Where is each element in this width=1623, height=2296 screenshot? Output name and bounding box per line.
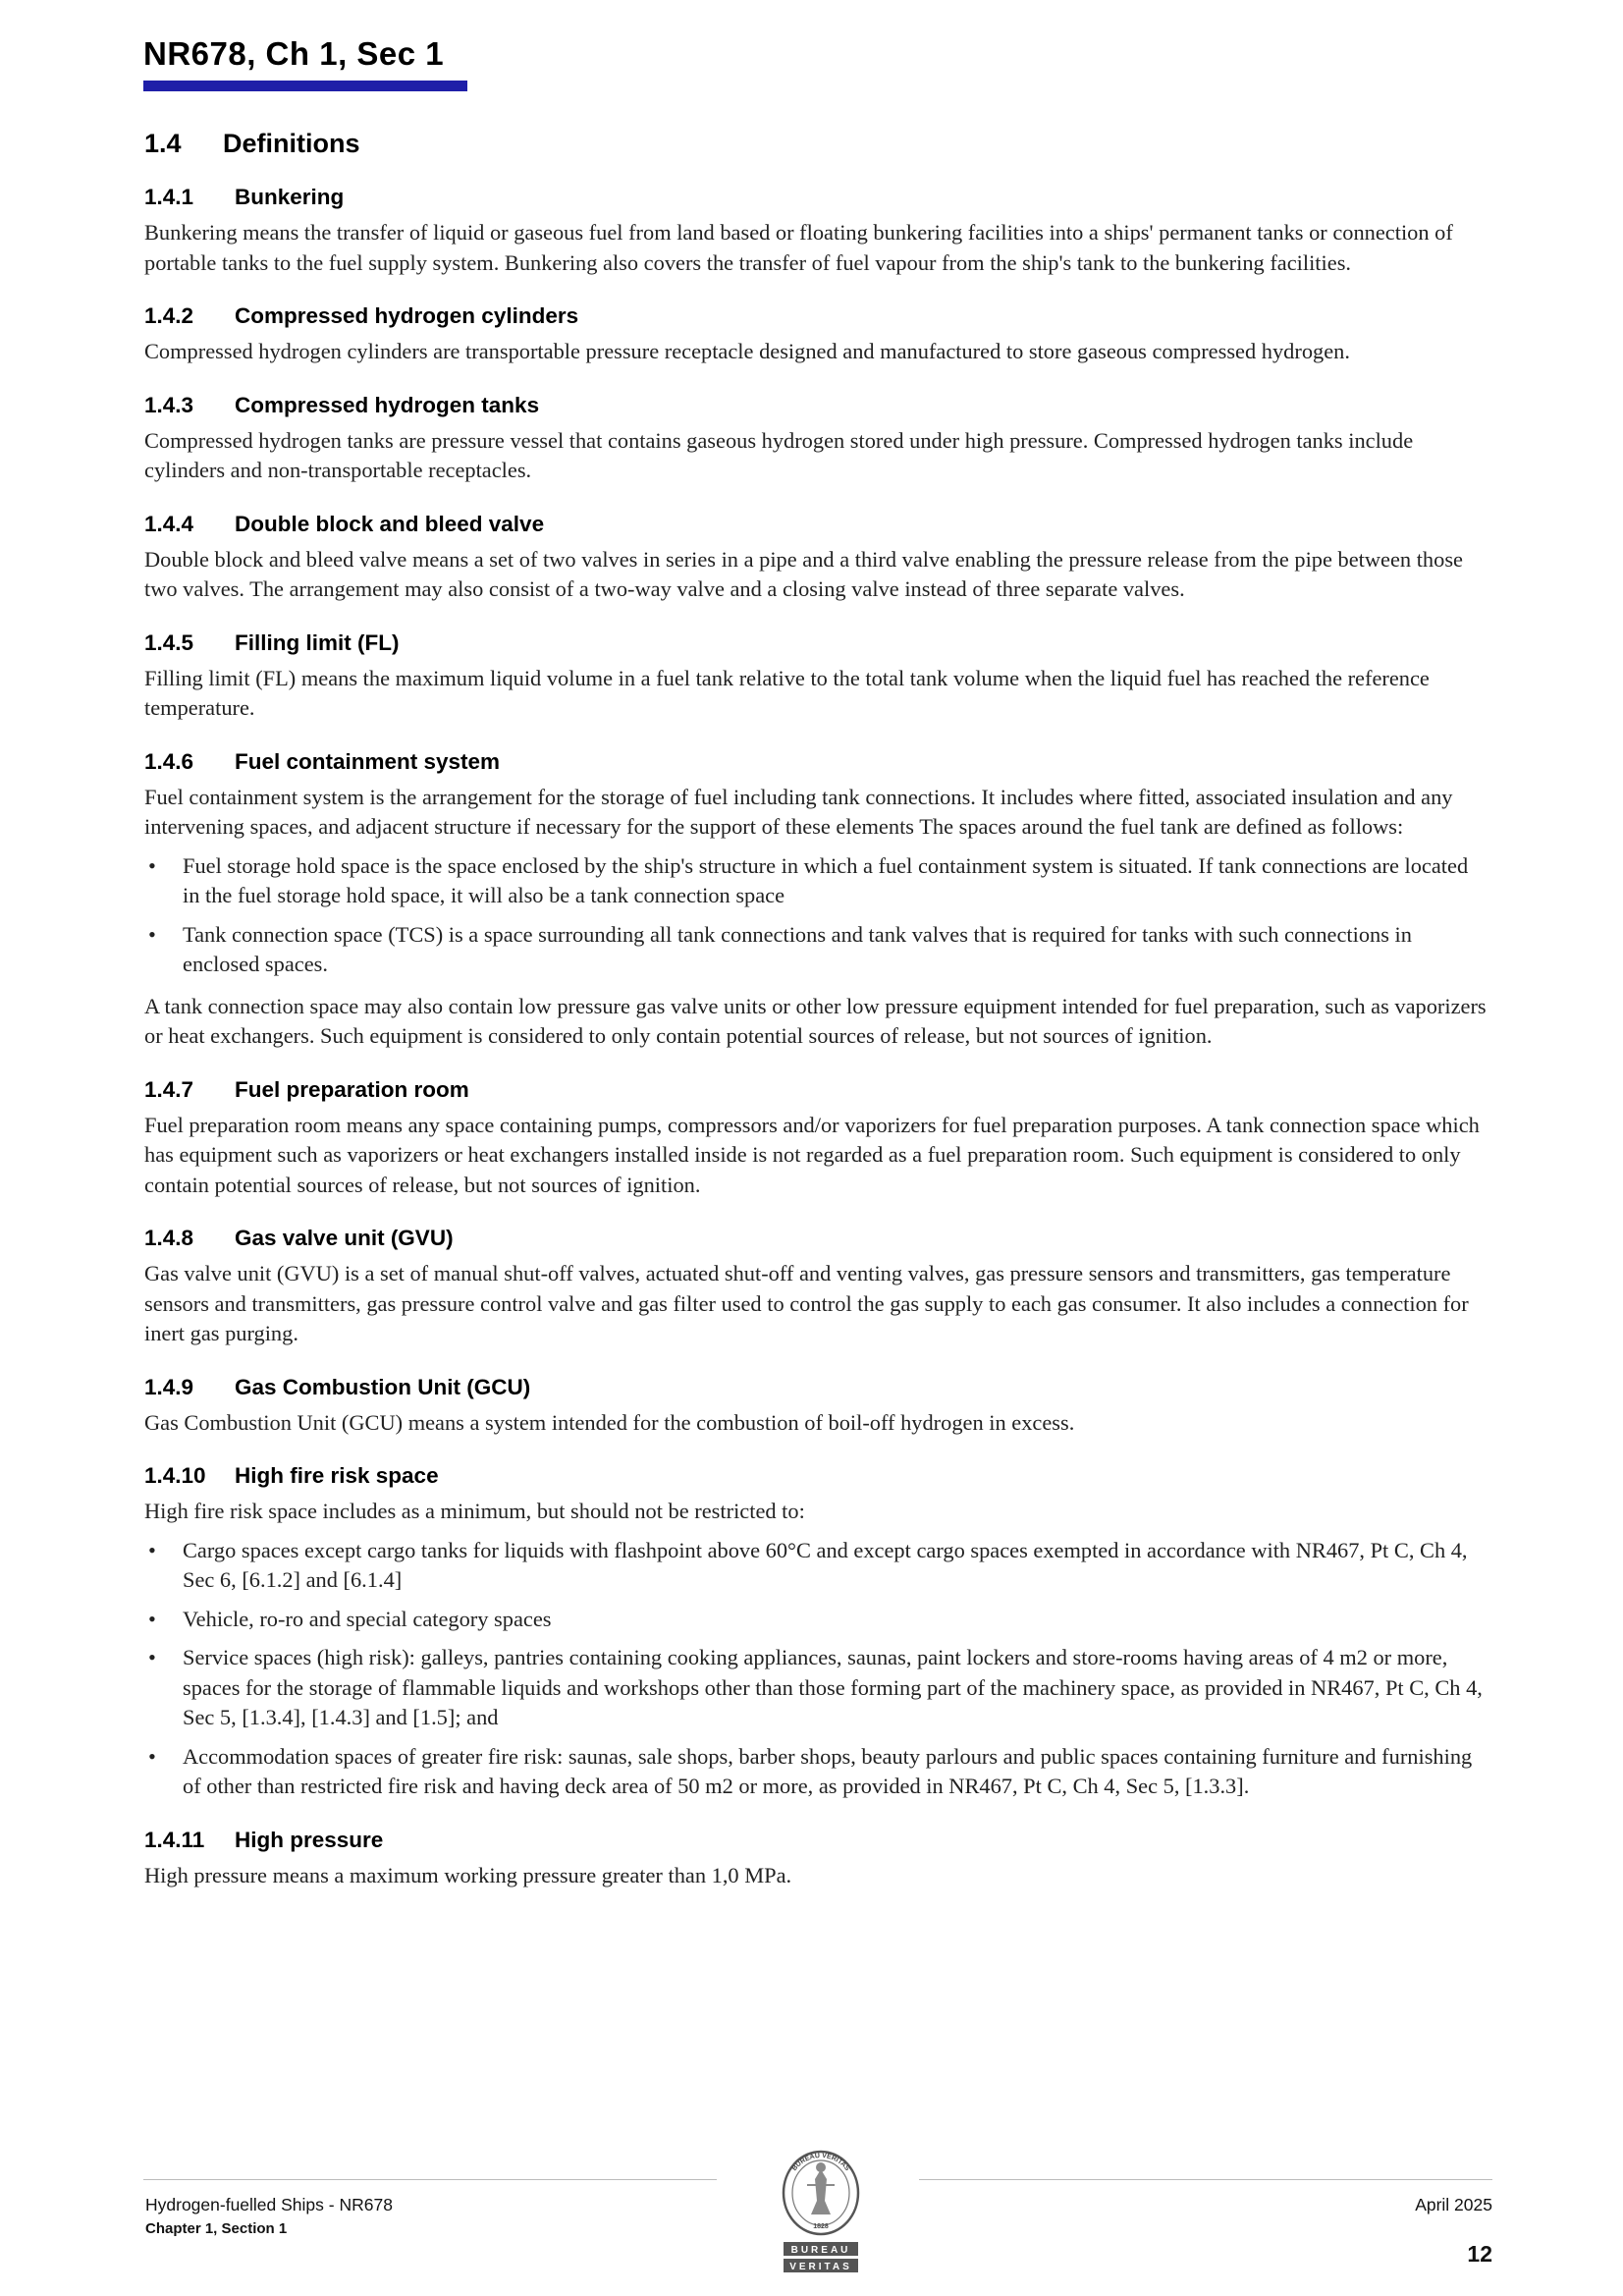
- definition-heading: [144, 749, 1489, 775]
- bullet-icon: •: [148, 1537, 156, 1562]
- definition-text: Double block and bleed valve means a set of two valves in series in a pipe and a third valve enabling the pressure release from the pipe between those two valves. The arrangement may also consist of a two-way valve and a closing valve instead of three separate valves.: [144, 546, 1463, 601]
- definition-heading: [144, 185, 1489, 210]
- definition-heading: [144, 512, 1489, 537]
- definition-heading: [144, 1226, 1489, 1251]
- definition-number: 1.4.8: [144, 1226, 194, 1250]
- definition-title: Compressed hydrogen cylinders: [235, 303, 579, 328]
- definition-title: Bunkering: [235, 185, 345, 209]
- definition-item: [144, 185, 1489, 278]
- definition-text: Fuel preparation room means any space containing pumps, compressors and/or vaporizers for fuel preparation purposes. A tank connection space which has equipment such as vaporizers or heat exchangers installed inside is not regarded as a fuel preparation room. Such equipment is considered to only contain potential sources of release, but not sources of ignition.: [144, 1112, 1480, 1197]
- definition-title: Filling limit (FL): [235, 629, 400, 655]
- definition-title: Double block and bleed valve: [235, 511, 545, 536]
- list-item-text: Service spaces (high risk): galleys, pantries containing cooking appliances, saunas, paint lockers and store-rooms having areas of 4 m2 or more, spaces for the storage of flammable liquids and workshops other than those forming part of the machinery space, as provided in NR467, Pt C, Ch 4, Sec 5, [1.3.4], [1.4.3] and [1.5]; and: [183, 1645, 1483, 1729]
- definition-item: [144, 1828, 1489, 1891]
- footer-divider-left: [143, 2179, 717, 2180]
- definition-heading: [144, 1828, 1489, 1853]
- definition-number: 1.4.2: [144, 303, 194, 328]
- definition-item: [144, 630, 1489, 724]
- definition-number: 1.4.7: [144, 1076, 194, 1102]
- bullet-icon: •: [148, 1743, 156, 1769]
- definition-number: 1.4.9: [144, 1374, 194, 1399]
- definition-item: [144, 1375, 1489, 1439]
- list-item-text: Fuel storage hold space is the space enclosed by the ship's structure in which a fuel containment system is situated. If tank connections are located in the fuel storage hold space, it will also be a tank connection space: [183, 852, 1469, 907]
- logo-word-bureau: BUREAU: [790, 2245, 851, 2256]
- definition-text: Gas valve unit (GVU) is a set of manual shut-off valves, actuated shut-off and venting valves, gas pressure sensors and transmitters, gas temperature sensors and transmitters, gas pressure control valve and gas filter used to control the gas supply to each gas consumer. It also includes a connection for inert gas purging.: [144, 1261, 1469, 1345]
- definition-title: High fire risk space: [235, 1463, 439, 1488]
- section-heading: [144, 129, 1489, 159]
- definition-text: Filling limit (FL) means the maximum liquid volume in a fuel tank relative to the total tank volume when the liquid fuel has reached the reference temperature.: [144, 665, 1430, 720]
- definition-item: [144, 1463, 1489, 1802]
- definition-text: Compressed hydrogen cylinders are transportable pressure receptacle designed and manufactured to store gaseous compressed hydrogen.: [144, 339, 1350, 363]
- list-item: [144, 1742, 1489, 1802]
- logo-year: 1828: [813, 2223, 829, 2230]
- definition-item: [144, 393, 1489, 486]
- footer-date: April 2025: [1415, 2195, 1492, 2214]
- list-item: [144, 1536, 1489, 1596]
- footer-divider-right: [919, 2179, 1492, 2180]
- list-item-text: Tank connection space (TCS) is a space surrounding all tank connections and tank valves that is required for tanks with such connections in enclosed spaces.: [183, 921, 1412, 976]
- list-item-text: Vehicle, ro-ro and special category spaces: [183, 1606, 552, 1631]
- definition-item: [144, 1077, 1489, 1201]
- definition-text: Fuel containment system is the arrangement for the storage of fuel including tank connections. It includes where fitted, associated insulation and any intervening spaces, and adjacent structure if necessary for the support of these elements The spaces around the fuel tank are defined as follows:: [144, 784, 1453, 839]
- footer-chapter: Chapter 1, Section 1: [145, 2220, 288, 2237]
- definition-title: Compressed hydrogen tanks: [235, 392, 540, 417]
- list-item-text: Accommodation spaces of greater fire risk: saunas, sale shops, barber shops, beauty parlours and public spaces containing furniture and furnishing of other than restricted fire risk and having deck area of 50 m2 or more, as provided in NR467, Pt C, Ch 4, Sec 5, [1.3.3].: [183, 1743, 1473, 1798]
- definition-heading: [144, 1463, 1489, 1489]
- definition-title: Gas valve unit (GVU): [235, 1226, 454, 1250]
- list-item-text: Cargo spaces except cargo tanks for liquids with flashpoint above 60°C and except cargo spaces exempted in accordance with NR467, Pt C, Ch 4, Sec 6, [6.1.2] and [6.1.4]: [183, 1537, 1468, 1592]
- definition-text: High pressure means a maximum working pressure greater than 1,0 MPa.: [144, 1862, 792, 1887]
- definition-heading: [144, 1375, 1489, 1400]
- definition-text: Compressed hydrogen tanks are pressure vessel that contains gaseous hydrogen stored under high pressure. Compressed hydrogen tanks include cylinders and non-transportable receptacles.: [144, 427, 1414, 482]
- definition-number: 1.4.6: [144, 748, 194, 774]
- definition-item: [144, 749, 1489, 1052]
- definition-heading: [144, 303, 1489, 329]
- list-item: [144, 1643, 1489, 1733]
- logo-arc-text: BUREAU VERITAS: [790, 2152, 851, 2173]
- definition-text-continued: A tank connection space may also contain low pressure gas valve units or other low pressure equipment intended for fuel preparation, such as vaporizers or heat exchangers. Such equipment is considered to only contain potential sources of release, but not sources of ignition.: [144, 993, 1487, 1048]
- list-item: [144, 1605, 1489, 1635]
- definition-heading: [144, 393, 1489, 418]
- footer-document-title: Hydrogen-fuelled Ships - NR678: [145, 2195, 393, 2214]
- page-number: 12: [1467, 2241, 1492, 2267]
- bullet-icon: •: [148, 1606, 156, 1631]
- section-title: Definitions: [223, 129, 360, 158]
- bullet-icon: •: [148, 1645, 156, 1669]
- definition-text: Gas Combustion Unit (GCU) means a system intended for the combustion of boil-off hydrogen in excess.: [144, 1409, 1075, 1435]
- definition-number: 1.4.10: [144, 1463, 206, 1488]
- definition-number: 1.4.5: [144, 629, 194, 655]
- definition-title: High pressure: [235, 1827, 384, 1852]
- definition-text: Bunkering means the transfer of liquid or gaseous fuel from land based or floating bunkering facilities into a ships' permanent tanks or connection of portable tanks to the fuel supply system. Bunkering also covers the transfer of fuel vapour from the ship's tank to the bunkering facilities.: [144, 220, 1453, 275]
- definition-item: [144, 512, 1489, 605]
- definition-heading: [144, 1077, 1489, 1103]
- document-reference: NR678, Ch 1, Sec 1: [143, 35, 445, 72]
- definition-title: Fuel containment system: [235, 748, 501, 774]
- bullet-list: [144, 1536, 1489, 1802]
- definition-number: 1.4.3: [144, 392, 194, 417]
- definition-item: [144, 1226, 1489, 1349]
- definition-number: 1.4.4: [144, 511, 194, 536]
- logo-word-veritas: VERITAS: [789, 2262, 852, 2272]
- list-item: [144, 851, 1489, 911]
- bureau-veritas-logo-icon: [772, 2146, 870, 2283]
- definition-title: Gas Combustion Unit (GCU): [235, 1374, 531, 1399]
- definition-number: 1.4.11: [144, 1827, 205, 1852]
- bullet-list: [144, 851, 1489, 980]
- definition-heading: [144, 630, 1489, 656]
- header-accent-bar: [143, 81, 467, 91]
- definition-title: Fuel preparation room: [235, 1076, 469, 1102]
- definitions-list: [144, 185, 1489, 1890]
- bullet-icon: •: [148, 852, 156, 878]
- main-content: [144, 129, 1489, 1916]
- definition-item: [144, 303, 1489, 367]
- list-item: [144, 920, 1489, 980]
- definition-text: High fire risk space includes as a minimum, but should not be restricted to:: [144, 1499, 805, 1523]
- bullet-icon: •: [148, 921, 156, 947]
- section-number: 1.4: [144, 129, 182, 158]
- definition-number: 1.4.1: [144, 185, 194, 209]
